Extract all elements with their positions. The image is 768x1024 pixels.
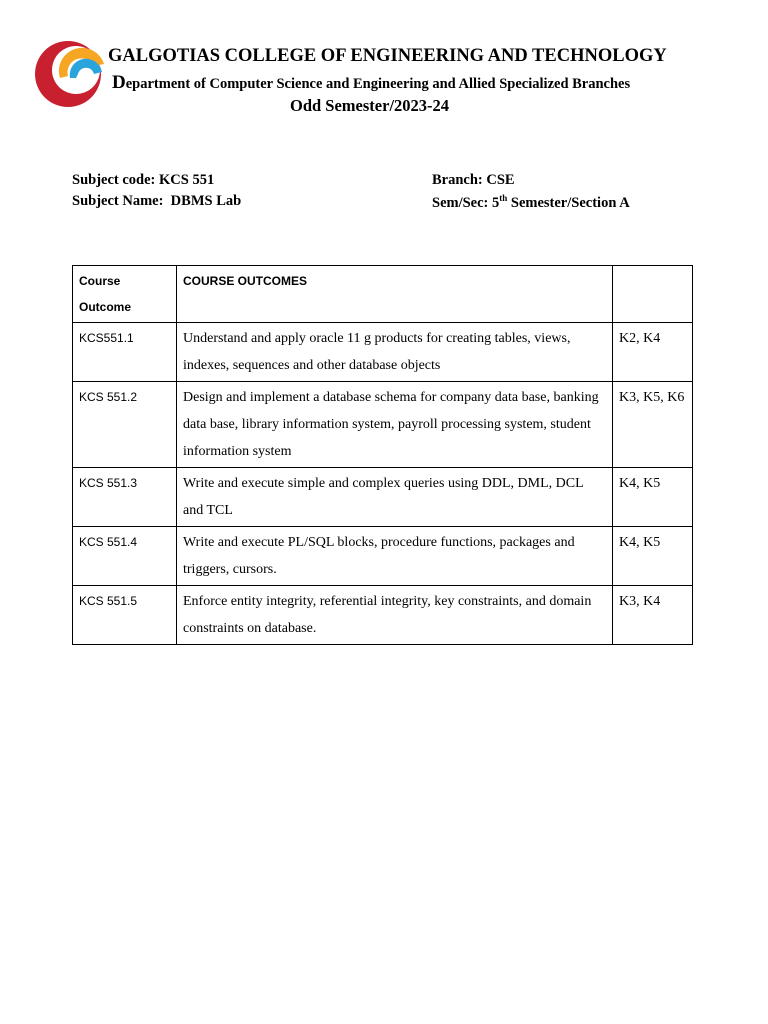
course-outcomes-table xyxy=(72,265,693,645)
outcome-text: Design and implement a database schema for company data base, banking data base, library information system, payroll processing system, student information system xyxy=(177,382,613,468)
table-row xyxy=(73,586,693,645)
outcome-text: Write and execute PL/SQL blocks, procedure functions, packages and triggers, cursors. xyxy=(177,527,613,586)
header-course-outcomes: COURSE OUTCOMES xyxy=(177,266,613,323)
sem-sec xyxy=(432,193,630,212)
outcome-level: K3, K4 xyxy=(613,586,693,645)
sem-sec-sup: th xyxy=(499,193,508,203)
table-row xyxy=(73,323,693,382)
table-row xyxy=(73,382,693,468)
subject-name-value: DBMS Lab xyxy=(170,193,242,209)
table-row xyxy=(73,527,693,586)
college-name: GALGOTIAS COLLEGE OF ENGINEERING AND TECHNOLOGY xyxy=(108,46,667,66)
outcome-level: K2, K4 xyxy=(613,323,693,382)
department-rest: epartment of Computer Science and Engineering and Allied Specialized Branches xyxy=(125,76,631,92)
outcome-level: K4, K5 xyxy=(613,527,693,586)
outcome-text: Enforce entity integrity, referential integrity, key constraints, and domain constraints on database. xyxy=(177,586,613,645)
branch-value: CSE xyxy=(486,172,515,188)
table-row xyxy=(73,468,693,527)
subject-code-label: Subject code: xyxy=(72,172,156,188)
subject-code xyxy=(72,172,214,189)
outcome-level: K4, K5 xyxy=(613,468,693,527)
outcome-text: Understand and apply oracle 11 g products for creating tables, views, indexes, sequences and other database objects xyxy=(177,323,613,382)
department-name xyxy=(112,72,630,94)
subject-name xyxy=(72,193,241,210)
outcome-level: K3, K5, K6 xyxy=(613,382,693,468)
header-course-outcome: Course Outcome xyxy=(73,266,177,323)
sem-sec-rest: Semester/Section A xyxy=(510,194,630,211)
semester-title: Odd Semester/2023-24 xyxy=(290,96,450,115)
sem-sec-label: Sem/Sec: xyxy=(432,194,489,211)
sem-sec-number: 5 xyxy=(492,194,500,211)
outcome-code: KCS551.1 xyxy=(73,323,177,382)
branch xyxy=(432,172,515,189)
outcome-code: KCS 551.3 xyxy=(73,468,177,527)
outcome-text: Write and execute simple and complex queries using DDL, DML, DCL and TCL xyxy=(177,468,613,527)
table-header-row xyxy=(73,266,693,323)
header-level xyxy=(613,266,693,323)
branch-label: Branch: xyxy=(432,172,483,188)
outcome-code: KCS 551.2 xyxy=(73,382,177,468)
department-initial: D xyxy=(112,72,126,93)
outcome-code: KCS 551.4 xyxy=(73,527,177,586)
subject-name-label: Subject Name: xyxy=(72,193,164,209)
subject-code-value: KCS 551 xyxy=(159,172,215,188)
outcome-code: KCS 551.5 xyxy=(73,586,177,645)
college-logo-icon xyxy=(30,38,110,108)
